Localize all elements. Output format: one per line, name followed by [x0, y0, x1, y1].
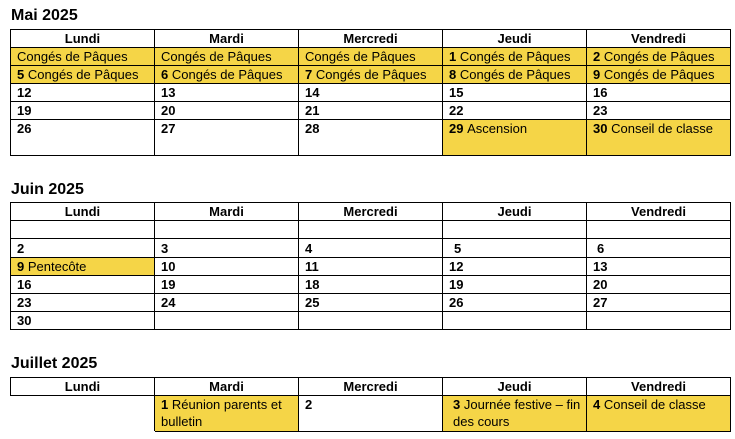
day-cell [587, 312, 731, 330]
day-cell [11, 102, 155, 120]
day-number: 2 [305, 397, 313, 412]
event-label: Congés de Pâques [17, 49, 128, 64]
week-row [11, 396, 731, 432]
day-cell [587, 84, 731, 102]
day-header: Jeudi [443, 30, 587, 48]
day-number: 4 [305, 241, 313, 256]
week-row [11, 258, 731, 276]
day-number: 13 [161, 85, 176, 100]
day-number: 18 [305, 277, 320, 292]
day-number: 12 [17, 85, 32, 100]
day-header: Vendredi [587, 203, 731, 221]
day-cell [155, 258, 299, 276]
day-number: 4 [593, 397, 601, 412]
event-label: Conseil de classe [611, 121, 713, 136]
week-row [11, 276, 731, 294]
day-cell [443, 120, 587, 156]
day-cell [443, 396, 587, 432]
day-cell [155, 84, 299, 102]
day-cell [587, 120, 731, 156]
day-cell [299, 48, 443, 66]
week-row [11, 312, 731, 330]
day-cell [587, 294, 731, 312]
day-number: 1 [161, 397, 169, 412]
day-cell [443, 102, 587, 120]
day-cell [299, 276, 443, 294]
event-label: Pentecôte [27, 259, 87, 274]
day-cell [155, 312, 299, 330]
day-cell [11, 396, 155, 432]
day-cell [587, 239, 731, 258]
day-cell [11, 48, 155, 66]
event-label: Congés de Pâques [603, 67, 715, 82]
day-header: Jeudi [443, 378, 587, 396]
day-cell [155, 221, 299, 239]
day-cell [11, 84, 155, 102]
day-cell [299, 258, 443, 276]
week-row [11, 120, 731, 156]
day-header: Mardi [155, 378, 299, 396]
day-cell [587, 221, 731, 239]
day-number: 9 [17, 259, 25, 274]
day-cell [443, 84, 587, 102]
day-cell [299, 312, 443, 330]
day-header: Jeudi [443, 203, 587, 221]
day-header: Lundi [11, 203, 155, 221]
day-number: 30 [17, 313, 32, 328]
header-row [11, 203, 731, 221]
day-cell [443, 312, 587, 330]
day-number: 28 [305, 121, 320, 136]
day-number: 22 [449, 103, 464, 118]
event-label: Congés de Pâques [459, 67, 571, 82]
day-header: Vendredi [587, 378, 731, 396]
event-label: Congés de Pâques [161, 49, 272, 64]
day-cell [443, 66, 587, 84]
day-cell [11, 120, 155, 156]
day-cell [11, 221, 155, 239]
day-cell [587, 258, 731, 276]
day-number: 16 [17, 277, 32, 292]
event-label: Congés de Pâques [171, 67, 283, 82]
month-title-july: Juillet 2025 [11, 355, 98, 372]
day-cell [11, 66, 155, 84]
calendar-july [10, 377, 731, 432]
day-cell [443, 221, 587, 239]
day-cell [587, 102, 731, 120]
day-cell [587, 66, 731, 84]
day-header: Lundi [11, 378, 155, 396]
day-number: 27 [593, 295, 608, 310]
day-cell [299, 120, 443, 156]
day-header: Mercredi [299, 30, 443, 48]
day-number: 6 [597, 241, 605, 256]
day-number: 1 [449, 49, 457, 64]
day-number: 29 [449, 121, 464, 136]
day-cell [155, 239, 299, 258]
week-row [11, 294, 731, 312]
event-label: Journée festive – fin des cours [453, 397, 581, 429]
day-number: 25 [305, 295, 320, 310]
month-title-may: Mai 2025 [11, 7, 78, 24]
day-number: 24 [161, 295, 176, 310]
day-number: 27 [161, 121, 176, 136]
day-number: 20 [593, 277, 608, 292]
day-cell [11, 239, 155, 258]
day-cell [299, 221, 443, 239]
day-number: 19 [449, 277, 464, 292]
day-cell [155, 66, 299, 84]
event-label: Ascension [467, 121, 528, 136]
day-cell [443, 258, 587, 276]
day-cell [11, 258, 155, 276]
week-row [11, 48, 731, 66]
day-cell [443, 276, 587, 294]
day-number: 21 [305, 103, 320, 118]
day-number: 9 [593, 67, 601, 82]
day-cell [155, 120, 299, 156]
week-row [11, 84, 731, 102]
day-header: Lundi [11, 30, 155, 48]
day-cell [587, 48, 731, 66]
day-cell [155, 48, 299, 66]
day-cell [299, 84, 443, 102]
event-label: Conseil de classe [603, 397, 706, 412]
day-cell [11, 276, 155, 294]
event-label: Réunion parents et bulletin [161, 397, 282, 429]
day-cell [587, 396, 731, 432]
day-header: Mercredi [299, 203, 443, 221]
header-row [11, 30, 731, 48]
event-label: Congés de Pâques [305, 49, 416, 64]
day-number: 16 [593, 85, 608, 100]
day-header: Mardi [155, 203, 299, 221]
day-number: 8 [449, 67, 457, 82]
day-number: 10 [161, 259, 176, 274]
day-number: 5 [17, 67, 25, 82]
event-label: Congés de Pâques [603, 49, 715, 64]
day-cell [11, 294, 155, 312]
week-row [11, 66, 731, 84]
calendar-june [10, 202, 731, 330]
day-cell [443, 48, 587, 66]
day-cell [587, 276, 731, 294]
day-cell [11, 312, 155, 330]
day-number: 13 [593, 259, 608, 274]
day-number: 23 [593, 103, 608, 118]
week-row [11, 221, 731, 239]
week-row [11, 239, 731, 258]
day-cell [443, 239, 587, 258]
day-cell [443, 294, 587, 312]
event-label: Congés de Pâques [27, 67, 139, 82]
day-cell [299, 239, 443, 258]
day-cell [155, 396, 299, 432]
day-number: 19 [161, 277, 176, 292]
day-number: 23 [17, 295, 32, 310]
day-number: 6 [161, 67, 169, 82]
day-cell [299, 294, 443, 312]
day-number: 11 [305, 259, 319, 274]
day-cell [299, 102, 443, 120]
month-title-june: Juin 2025 [11, 181, 84, 198]
day-cell [299, 396, 443, 432]
day-number: 3 [161, 241, 169, 256]
calendar-may [10, 29, 731, 156]
day-number: 26 [449, 295, 464, 310]
day-number: 3 [453, 397, 461, 412]
day-header: Mardi [155, 30, 299, 48]
day-number: 30 [593, 121, 608, 136]
day-number: 14 [305, 85, 320, 100]
day-cell [299, 66, 443, 84]
day-number: 2 [593, 49, 601, 64]
day-number: 15 [449, 85, 464, 100]
day-number: 5 [454, 241, 462, 256]
day-number: 20 [161, 103, 176, 118]
day-header: Vendredi [587, 30, 731, 48]
day-number: 2 [17, 241, 25, 256]
day-cell [155, 294, 299, 312]
day-number: 19 [17, 103, 32, 118]
day-header: Mercredi [299, 378, 443, 396]
day-number: 7 [305, 67, 313, 82]
day-cell [155, 102, 299, 120]
week-row [11, 102, 731, 120]
day-cell [155, 276, 299, 294]
day-number: 26 [17, 121, 32, 136]
day-number: 12 [449, 259, 464, 274]
event-label: Congés de Pâques [459, 49, 571, 64]
event-label: Congés de Pâques [315, 67, 427, 82]
header-row [11, 378, 731, 396]
